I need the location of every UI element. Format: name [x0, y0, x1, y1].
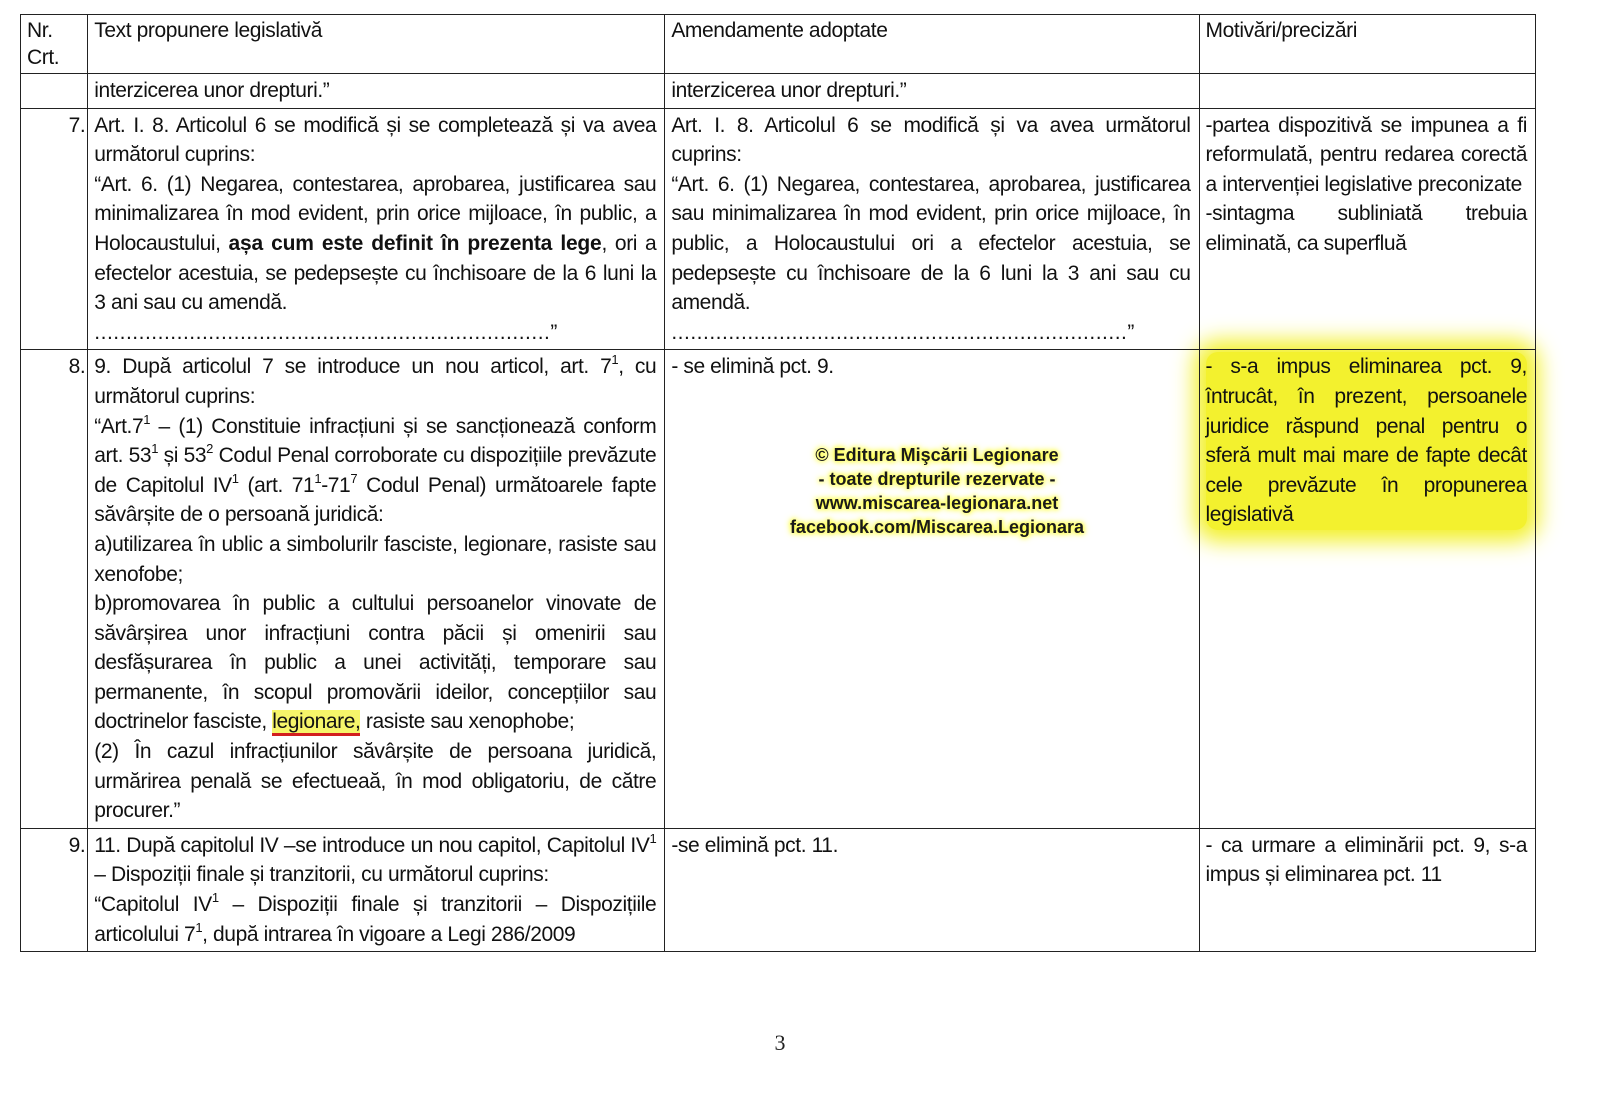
motiv-7-p2: -sintagma subliniată trebuia eliminată, ca superfluă	[1205, 202, 1527, 255]
text-9-chapter	[94, 890, 656, 949]
amend-7-intro: Art. I. 8. Articolul 6 se modifică și va avea următorul cuprins:	[671, 113, 1191, 167]
cell-text-9	[88, 828, 665, 951]
amend-9-text: -se elimină pct. 11.	[671, 833, 838, 857]
motiv-8-highlighted: - s-a impus eliminarea pct. 9, întrucât, în prezent, persoanele juridice răspund penal pentru o sferă mult mai mare de fapte decât cele prevăzute în propunerea legislativă	[1206, 352, 1527, 530]
text-8-art-g: Codul Penal) următoarele fapte săvârșite de o persoană juridică:	[94, 473, 657, 527]
text-9-ch-c: , după intrarea în vigoare a Legi 286/2009	[202, 922, 576, 946]
copyright-watermark	[760, 443, 1114, 539]
cell-nr-7: 7.	[21, 108, 88, 350]
text-8-art-a: “Art.7	[94, 414, 144, 438]
text-8-art-e: (art. 71	[238, 473, 315, 497]
text-8-paragraph-2: (2) În cazul infracțiunilor săvârșite de persoana juridică, urmărirea penală se efectueaă, în mod obligatoriu, de către procurer.”	[94, 740, 657, 823]
cell-amend-7	[665, 108, 1199, 350]
text-9-intro	[94, 831, 656, 890]
superscript: 1	[151, 441, 159, 457]
watermark-line-3: www.miscarea-legionara.net	[815, 493, 1059, 513]
text-7-intro: Art. I. 8. Articolul 6 se modifică și se completează și va avea următorul cuprins:	[94, 113, 657, 167]
text-7-bold-phrase: așa cum este definit în prezenta lege	[228, 231, 602, 255]
header-amendamente: Amendamente adoptate	[665, 15, 1199, 74]
motiv-9-text: - ca urmare a eliminării pct. 9, s-a impus și eliminarea pct. 11	[1205, 833, 1527, 887]
cell-nr-8: 8.	[21, 350, 88, 829]
header-nr: Nr. Crt.	[21, 15, 88, 74]
cell-nr-empty	[21, 74, 88, 109]
cell-text-8	[88, 350, 665, 829]
cell-motiv-8	[1199, 350, 1535, 829]
text-8-item-b-a: b)promovarea în public a cultului persoanelor vinovate de săvârșirea unor infracțiuni contra păcii și omenirii sau desfășurarea în public a unei activități, temporare sau permanente, în scopul promovării ideilor, concepțiilor sau doctrinelor fasciste,	[94, 592, 657, 734]
text-9-intro-b: – Dispoziții finale și tranzitorii, cu următorul cuprins:	[94, 863, 549, 887]
table-header-row	[21, 15, 1536, 74]
text-8-item-a: a)utilizarea în ublic a simbolurilr fasciste, legionare, rasiste sau xenofobe;	[94, 532, 657, 586]
cell-text-continuation: interzicerea unor drepturi.”	[88, 74, 665, 109]
table-row-continuation	[21, 74, 1536, 109]
text-9-ch-a: “Capitolul IV	[94, 893, 212, 917]
motiv-7-p1: -partea dispozitivă se impunea a fi reformulată, pentru redarea corectă a intervenției legislative preconizate	[1205, 113, 1527, 196]
text-7-article-part-a: “Art. 6. (1) Negarea, contestarea, aprobarea, justificarea sau minimalizarea în mod evident, prin orice mijloace, în public, a Holocaustului,	[94, 172, 657, 255]
header-motivari: Motivări/precizări	[1199, 15, 1535, 74]
superscript: 1	[649, 830, 657, 846]
superscript: 7	[350, 470, 358, 486]
cell-text-7	[88, 108, 665, 350]
watermark-line-1: © Editura Mişcării Legionare	[815, 445, 1059, 465]
page-number: 3	[774, 1030, 786, 1055]
text-8-item-b-b: rasiste sau xenophobe;	[360, 710, 575, 734]
text-8-art-d: Codul Penal corroborate cu dispozițiile prevăzute de Capitolul IV	[94, 444, 657, 497]
text-8-intro-b: , cu următorul cuprins:	[94, 355, 657, 408]
superscript: 1	[314, 470, 322, 486]
table-row-9	[21, 828, 1536, 951]
superscript: 1	[143, 411, 151, 427]
text-8-article	[94, 412, 656, 530]
text-7-article-part-b: , ori a efectelor acestuia, se pedepsește cu închisoare de la 6 luni la 3 ani sau cu amendă.	[94, 231, 657, 315]
superscript: 1	[211, 890, 219, 906]
text-7-ellipsis: ........................................................................”	[94, 320, 558, 344]
amend-7-ellipsis: ........................................................................”	[671, 320, 1135, 344]
cell-amend-8	[665, 350, 1199, 829]
text-8-art-f: -71	[321, 473, 351, 497]
text-8-art-b: – (1) Constituie infracțiuni și se sancționează conform art. 53	[94, 414, 657, 468]
text-8-intro-a: 9. După articolul 7 se introduce un nou articol, art. 7	[94, 355, 612, 379]
table-row-7	[21, 108, 1536, 350]
text-9-ch-b: – Dispoziții finale și tranzitorii – Dispozițiile articolului 7	[94, 893, 657, 946]
cell-amend-9	[665, 828, 1199, 951]
cell-motiv-9	[1199, 828, 1535, 951]
amend-7-article: “Art. 6. (1) Negarea, contestarea, aprobarea, justificarea sau minimalizarea în mod evident, prin orice mijloace, în public, a Holocaustului ori a efectelor acestuia, se pedepsește cu închisoare de la 6 luni la 3 ani sau cu amendă.	[671, 172, 1191, 315]
cell-motiv-empty	[1199, 74, 1535, 109]
text-8-intro	[94, 352, 656, 411]
superscript: 1	[611, 352, 619, 368]
superscript: 2	[206, 441, 214, 457]
cell-amend-continuation: interzicerea unor drepturi.”	[665, 74, 1199, 109]
table-row-8	[21, 350, 1536, 829]
text-7-article	[94, 170, 656, 318]
watermark-line-2: - toate drepturile rezervate -	[818, 469, 1056, 489]
amend-8-text: - se elimină pct. 9.	[671, 355, 834, 379]
watermark-line-4: facebook.com/Miscarea.Legionara	[789, 517, 1085, 537]
superscript: 1	[231, 470, 239, 486]
header-text-propunere: Text propunere legislativă	[88, 15, 665, 74]
cell-nr-9: 9.	[21, 828, 88, 951]
text-9-intro-a: 11. După capitolul IV –se introduce un nou capitol, Capitolul IV	[94, 833, 650, 857]
text-8-art-c: și 53	[158, 444, 207, 468]
superscript: 1	[195, 919, 203, 935]
highlighted-word-legionare: legionare,	[272, 710, 360, 736]
text-8-item-b	[94, 589, 656, 737]
cell-motiv-7	[1199, 108, 1535, 350]
